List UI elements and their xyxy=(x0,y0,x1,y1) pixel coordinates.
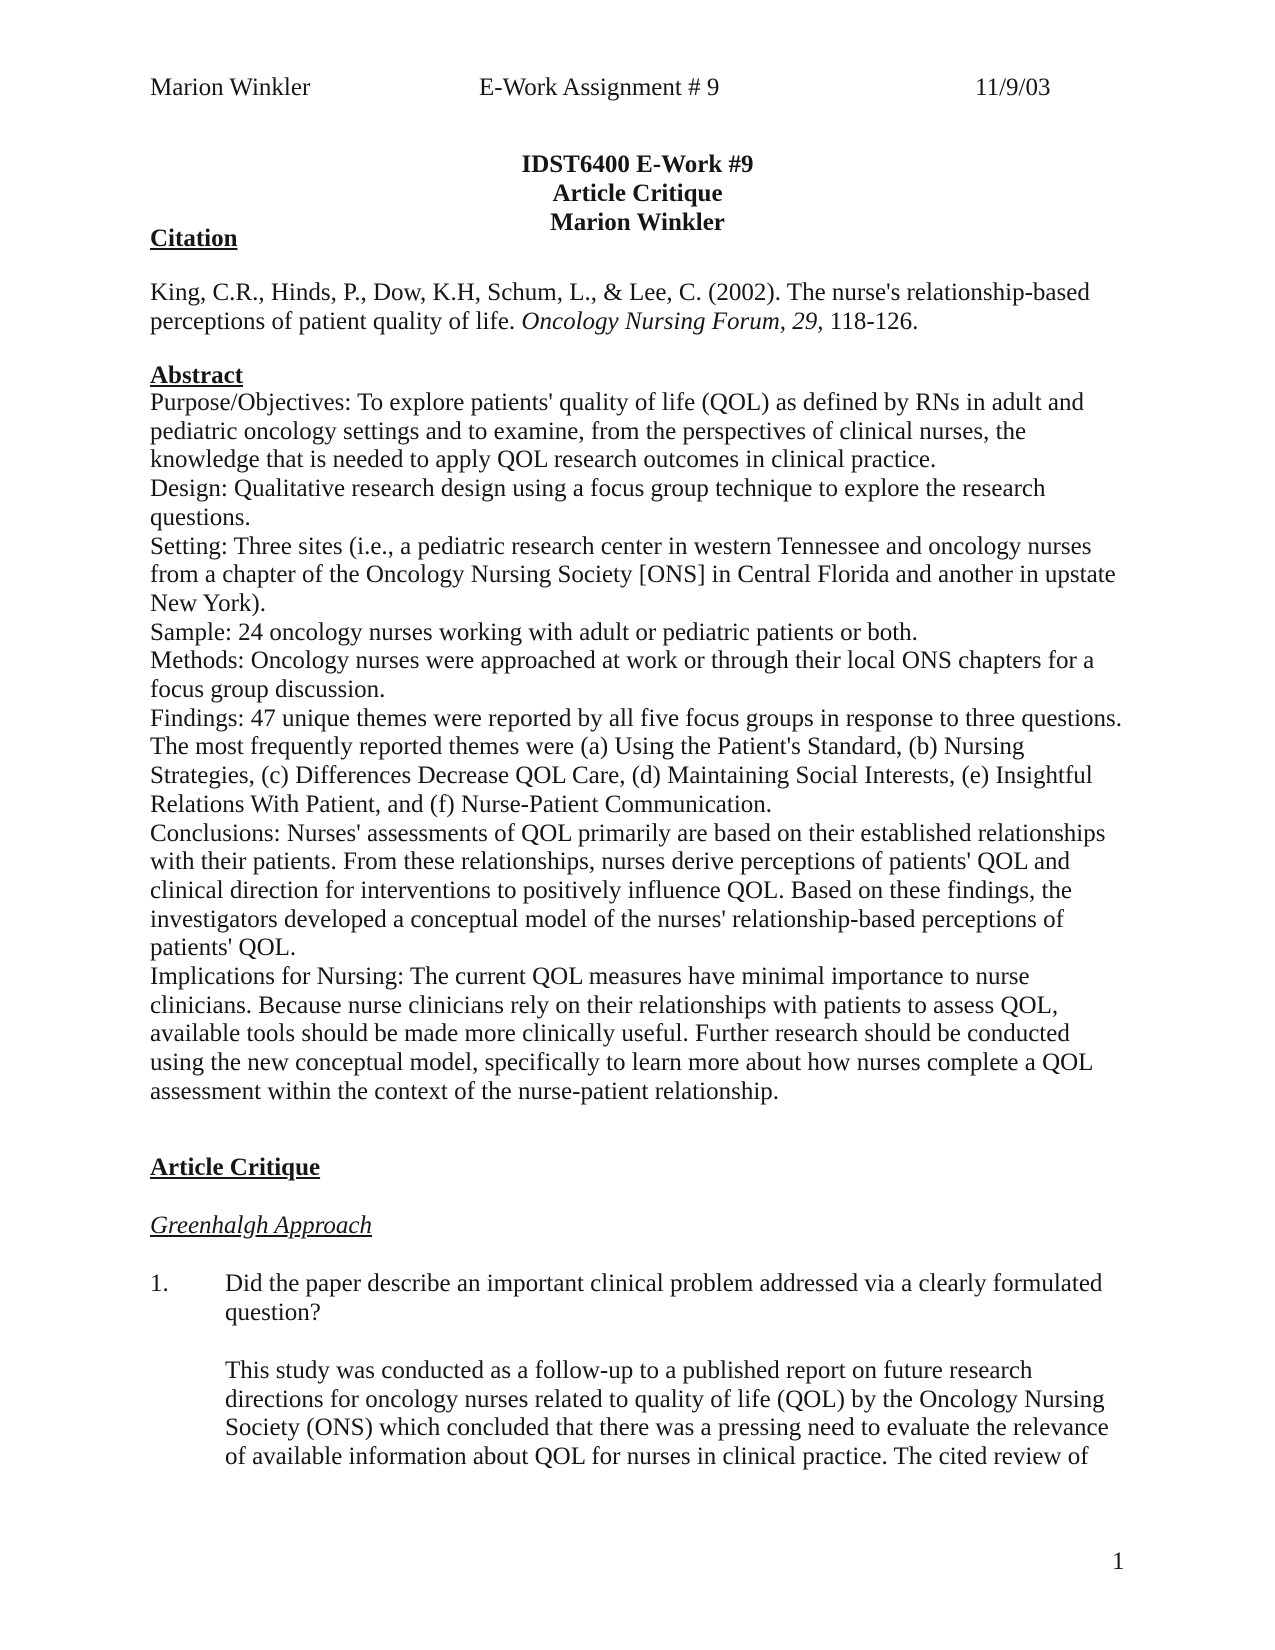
question-text xyxy=(225,1270,1125,1327)
answer-line: directions for oncology nurses related to quality of life (QOL) by the Oncology Nursing xyxy=(225,1385,1105,1413)
answer-text xyxy=(225,1357,1145,1471)
page-number: 1 xyxy=(1112,1548,1125,1575)
abstract-line: Setting: Three sites (i.e., a pediatric research center in western Tennessee and oncology nurses xyxy=(150,532,1092,560)
abstract-line: Purpose/Objectives: To explore patients' quality of life (QOL) as defined by RNs in adult and xyxy=(150,389,1085,416)
title-author: Marion Winkler xyxy=(550,209,725,236)
abstract-line: using the new conceptual model, specifically to learn more about how nurses complete a QOL xyxy=(150,1049,1094,1077)
abstract-line: with their patients. From these relationships, nurses derive perceptions of patients' QOL and xyxy=(150,848,1071,876)
question-line: question? xyxy=(225,1298,321,1326)
abstract-line: pediatric oncology settings and to examine, from the perspectives of clinical nurses, the xyxy=(150,417,1027,445)
citation-pages: 118-126. xyxy=(823,307,919,335)
answer-line: Society (ONS) which concluded that there was a pressing need to evaluate the relevance xyxy=(225,1414,1109,1442)
citation-line-2 xyxy=(150,308,1140,337)
title-block xyxy=(150,150,1125,237)
approach-subheading: Greenhalgh Approach xyxy=(150,1212,372,1239)
abstract-line: Design: Qualitative research design using a focus group technique to explore the research xyxy=(150,475,1046,503)
abstract-line: investigators developed a conceptual model of the nurses' relationship-based perceptions of xyxy=(150,905,1064,933)
abstract-line: Conclusions: Nurses' assessments of QOL primarily are based on their established relationships xyxy=(150,819,1106,847)
answer-line: This study was conducted as a follow-up to a published report on future research xyxy=(225,1357,1033,1384)
citation-heading: Citation xyxy=(150,225,238,252)
question-line: Did the paper describe an important clinical problem addressed via a clearly formulated xyxy=(225,1270,1103,1297)
citation-line-1: King, C.R., Hinds, P., Dow, K.H, Schum, L., & Lee, C. (2002). The nurse's relationship-based xyxy=(150,279,1090,306)
title-course: IDST6400 E-Work #9 xyxy=(521,151,754,178)
abstract-line: Methods: Oncology nurses were approached at work or through their local ONS chapters for a xyxy=(150,647,1095,675)
abstract-line: Relations With Patient, and (f) Nurse-Patient Communication. xyxy=(150,790,773,818)
title-type: Article Critique xyxy=(552,180,723,207)
citation-journal: Oncology Nursing Forum, 29, xyxy=(521,307,824,335)
abstract-line: New York). xyxy=(150,589,266,617)
header-author: Marion Winkler xyxy=(150,74,311,101)
abstract-line: patients' QOL. xyxy=(150,934,297,962)
abstract-line: available tools should be made more clinically useful. Further research should be conducted xyxy=(150,1020,1070,1048)
citation-title-text: perceptions of patient quality of life. xyxy=(150,307,522,335)
question-number: 1. xyxy=(150,1270,169,1297)
header-date: 11/9/03 xyxy=(975,74,1051,101)
abstract-line: assessment within the context of the nurse-patient relationship. xyxy=(150,1077,780,1105)
abstract-line: Strategies, (c) Differences Decrease QOL Care, (d) Maintaining Social Interests, (e) Insightful xyxy=(150,762,1093,790)
abstract-heading: Abstract xyxy=(150,362,244,389)
abstract-line: Findings: 47 unique themes were reported by all five focus groups in response to three questions. xyxy=(150,704,1123,732)
header-assignment: E-Work Assignment # 9 xyxy=(479,74,720,101)
abstract-body xyxy=(150,389,1140,1107)
abstract-line: The most frequently reported themes were (a) Using the Patient's Standard, (b) Nursing xyxy=(150,733,1025,761)
abstract-line: from a chapter of the Oncology Nursing Society [ONS] in Central Florida and another in upstate xyxy=(150,561,1116,589)
abstract-line: clinical direction for interventions to positively influence QOL. Based on these findings, the xyxy=(150,876,1072,904)
abstract-line: questions. xyxy=(150,503,251,531)
abstract-line: clinicians. Because nurse clinicians rely on their relationships with patients to assess QOL, xyxy=(150,991,1059,1019)
critique-heading: Article Critique xyxy=(150,1154,321,1181)
abstract-line: focus group discussion. xyxy=(150,676,386,704)
answer-line: of available information about QOL for nurses in clinical practice. The cited review of xyxy=(225,1442,1089,1470)
abstract-line: Implications for Nursing: The current QOL measures have minimal importance to nurse xyxy=(150,963,1030,991)
abstract-line: knowledge that is needed to apply QOL research outcomes in clinical practice. xyxy=(150,446,937,474)
citation-text xyxy=(150,279,1140,336)
abstract-line: Sample: 24 oncology nurses working with adult or pediatric patients or both. xyxy=(150,618,918,646)
